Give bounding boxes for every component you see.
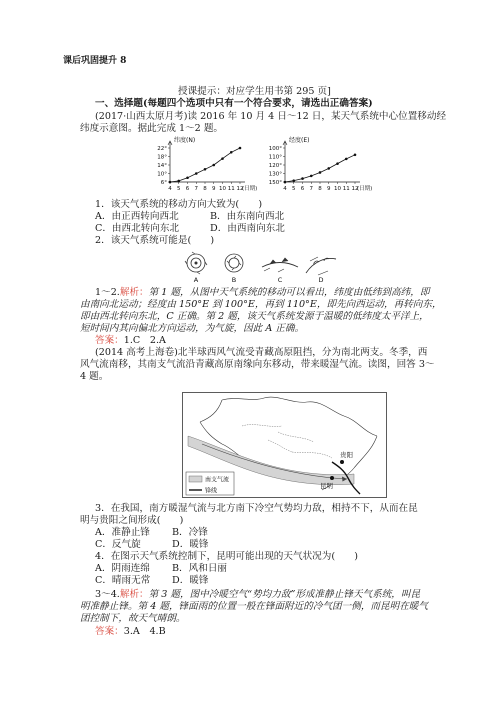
latitude-chart-axes [170, 142, 245, 182]
q2-option-label-b: B [231, 276, 237, 284]
q3-option-b: B．冷锋 [172, 527, 208, 538]
latitude-chart-x-tick-label: 5 [177, 186, 181, 192]
explanation-3-4-line-2: 明准静止锋。第 4 题，锋面雨的位置一般在锋面附近的冷气团一侧，而昆明在暖气 [80, 601, 428, 612]
latitude-chart-x-tick-label: 8 [203, 186, 207, 192]
longitude-chart-x-tick-label: 12 [351, 186, 359, 192]
explanation-3-4-line-3: 团控制下，故天气晴朗。 [80, 613, 186, 624]
longitude-chart-x-axis-label: (日期) [357, 186, 373, 192]
answer-3-4: 答案：3.A 4.B [95, 626, 166, 637]
svg-text:锋线: 锋线 [205, 487, 218, 495]
hint-text: 授课提示：对应学生用书第 295 页] [178, 86, 331, 97]
longitude-chart-x-tick-label: 4 [283, 186, 287, 192]
latitude-chart-x-tick-label: 12 [236, 186, 244, 192]
latitude-chart-series-line [170, 148, 240, 182]
longitude-chart-y-tick-label: 110° [268, 154, 282, 161]
option-c-cold-front-icon [262, 258, 298, 272]
q2-option-label-c: C [277, 276, 283, 284]
latitude-chart-y-tick-label: 10° [157, 171, 167, 178]
explanation-1-2-line-4: 短时间内其向偏北方向运动，为气旋，因此 A 正确。 [80, 323, 305, 334]
latitude-chart-x-tick-label: 4 [168, 186, 172, 192]
kunming-label: 昆明 [320, 482, 333, 490]
section2-line-3: 4 题。 [80, 371, 109, 382]
longitude-chart-axes [285, 142, 360, 182]
longitude-chart-data-point [327, 167, 330, 170]
q4-option-c: C．晴雨无常 [95, 575, 151, 586]
page-heading: 课后巩固提升 8 [63, 56, 127, 66]
intro-line-1: (2017·山西太原月考)读 2016 年 10 月 4 日～12 日，某天气系统中心位置移动经 [95, 111, 447, 122]
guiyang-marker [340, 460, 344, 464]
latitude-chart-data-point [221, 157, 224, 160]
q2-option-label-a: A [193, 276, 199, 284]
latitude-chart-x-tick-label: 6 [185, 186, 190, 192]
longitude-chart [255, 136, 373, 194]
latitude-chart-x-tick-label: 11 [227, 186, 235, 192]
section-title: 一、选择题(每题四个选项中只有一个符合要求，请选出正确答案) [95, 98, 373, 109]
answer-1-2: 答案：1.C 2.A [95, 335, 166, 346]
q3-stem-line-1: 3．在我国，南方暖湿气流与北方南下冷空气势均力敌，相持不下，从而在昆 [95, 503, 418, 514]
q4-option-d: D．暖锋 [172, 575, 209, 586]
q1-option-b: B．由东南向西北 [210, 211, 285, 222]
latitude-chart-data-point [239, 147, 242, 150]
latitude-chart [140, 136, 258, 194]
q4-stem: 4．在图示天气系统控制下，昆明可能出现的天气状况为( ) [95, 551, 359, 562]
longitude-chart-x-tick-label: 8 [318, 186, 322, 192]
latitude-chart-x-tick-label: 9 [212, 186, 216, 192]
latitude-chart-x-tick-label: 7 [194, 186, 198, 192]
latitude-chart-y-tick-label: 6° [160, 180, 167, 186]
explanation-1-2-line-3: 即由西北转向东北，C 正确。第 2 题，该天气系统发源于温暖的低纬度太平洋上， [80, 311, 429, 322]
section2-line-2: 风气流南移，其南支气流沿青藏高原南缘向东移动，带来暖湿气流。读图，回答 3～ [80, 359, 435, 370]
longitude-chart-data-point [336, 162, 339, 165]
longitude-chart-data-point [345, 158, 348, 161]
longitude-chart-x-tick-label: 9 [327, 186, 331, 192]
q3-stem-line-2: 明与贵阳之间形成( ) [80, 515, 184, 526]
latitude-chart-x-axis-label: (日期) [242, 186, 258, 192]
longitude-chart-data-point [284, 181, 287, 184]
longitude-chart-x-tick-label: 6 [300, 186, 305, 192]
q2-options-figure [180, 249, 340, 285]
latitude-chart-data-point [186, 176, 189, 179]
longitude-chart-y-tick-label: 100° [268, 146, 282, 152]
option-d-warm-front-icon [306, 257, 336, 275]
latitude-chart-data-point [177, 180, 180, 183]
longitude-chart-x-tick-label: 5 [292, 186, 296, 192]
q1-option-a: A．由正西转向西北 [95, 211, 179, 222]
option-b-anticyclone-icon [225, 254, 243, 272]
longitude-chart-y-tick-label: 150° [268, 180, 282, 186]
explanation-3-4-line-1: 3～4.解析：第 3 题，图中冷暖空气“势均力敌”形成准静止锋天气系统，叫昆 [95, 589, 421, 600]
svg-text:南支气流: 南支气流 [205, 476, 230, 484]
latitude-chart-data-point [195, 172, 198, 175]
q2-stem: 2．该天气系统可能是( ) [95, 235, 215, 246]
q1-option-c: C．由西北转向东北 [95, 223, 180, 234]
q1-option-d: D．由西南向东北 [210, 223, 285, 234]
q3-option-a: A．准静止锋 [95, 527, 150, 538]
longitude-chart-data-point [319, 171, 322, 174]
latitude-chart-data-point [230, 151, 233, 154]
explanation-1-2-line-2: 由南向北运动；经度由 150°E 到 100°E，再到 110°E，即先向西运动，再转向东， [80, 299, 442, 310]
q3-option-d: D．暖锋 [172, 539, 209, 550]
intro-line-2: 纬度示意图。据此完成 1～2 题。 [80, 123, 224, 134]
guiyang-label: 贵阳 [340, 451, 353, 459]
latitude-chart-data-point [169, 181, 172, 184]
q2-option-label-d: D [318, 276, 324, 284]
longitude-chart-x-tick-label: 11 [342, 186, 350, 192]
latitude-chart-data-point [204, 168, 207, 171]
latitude-chart-y-tick-label: 18° [157, 154, 167, 161]
longitude-chart-y-tick-label: 120° [268, 163, 282, 169]
option-a-cyclone-icon [185, 252, 207, 274]
longitude-chart-data-point [310, 175, 313, 178]
longitude-chart-x-tick-label: 7 [309, 186, 313, 192]
longitude-chart-y-axis-label: 经度(E) [289, 137, 310, 144]
latitude-chart-x-tick-label: 10 [219, 186, 226, 192]
q4-option-b: B．风和日丽 [172, 563, 228, 574]
longitude-chart-series-line [285, 155, 355, 182]
longitude-chart-y-tick-label: 130° [268, 171, 282, 178]
q3-option-c: C．反气旋 [95, 539, 141, 550]
kunming-marker [330, 476, 334, 480]
latitude-chart-y-tick-label: 14° [157, 163, 167, 169]
china-map-figure [182, 392, 387, 498]
q1-stem: 1．该天气系统的移动方向大致为( ) [95, 199, 263, 210]
latitude-chart-y-tick-label: 22° [157, 146, 167, 152]
explanation-1-2-line-1: 1～2.解析：第 1 题，从图中天气系统的移动可以看出，纬度由低纬到高纬，即 [95, 287, 430, 298]
longitude-chart-data-point [292, 179, 295, 182]
longitude-chart-data-point [301, 177, 304, 180]
section2-line-1: (2014 高考上海卷)北半球西风气流受青藏高原阻挡，分为南北两支。冬季，西 [95, 347, 428, 358]
longitude-chart-data-point [354, 154, 357, 157]
latitude-chart-data-point [212, 164, 215, 167]
longitude-chart-x-tick-label: 10 [334, 186, 341, 192]
latitude-chart-y-axis-label: 纬度(N) [174, 137, 196, 144]
q4-option-a: A．阴雨连绵 [95, 563, 150, 574]
